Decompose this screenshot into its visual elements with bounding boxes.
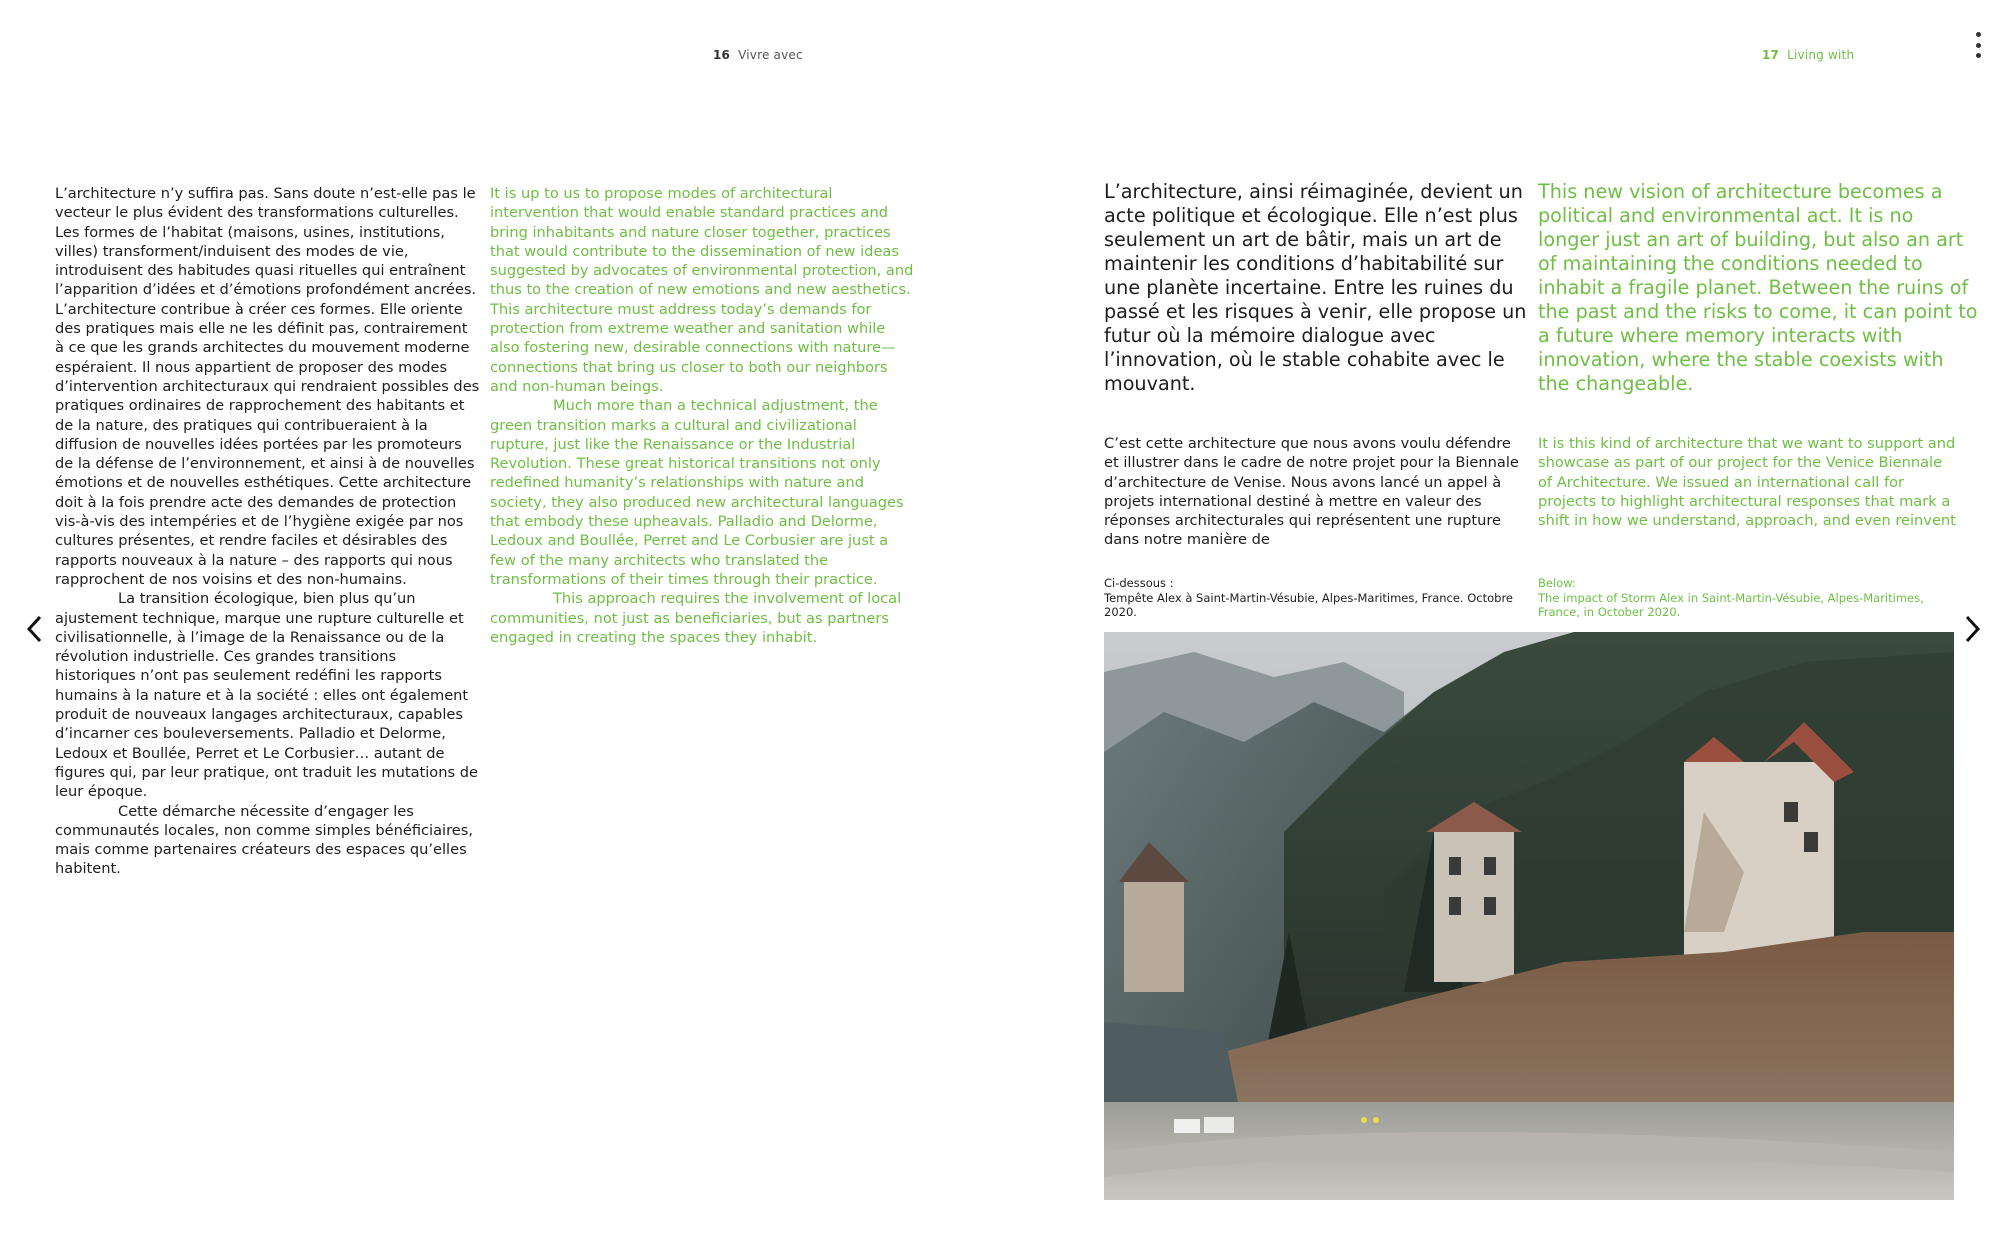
- french-photo-caption: [1104, 576, 1524, 620]
- page-header-right: [1762, 48, 1854, 62]
- page-number-right: 17: [1762, 48, 1780, 62]
- english-body-paragraph: It is this kind of architecture that we want to support and showcase as part of our project for the Venice Biennale of Architecture. We issued an international call for projects to highlight architectural responses that mark a shift in how we understand, approach, and even reinvent: [1538, 435, 1956, 530]
- more-options-button[interactable]: [1968, 30, 1988, 60]
- page-header-left: [713, 48, 803, 62]
- english-lead-paragraph: This new vision of architecture becomes a political and environmental act. It is no longer just an art of building, but also an art of maintaining the conditions needed to inhabit a fragile planet. Between the ruins of the past and the risks to come, it can point to a future where memory interacts with innovation, where the stable coexists with the changeable.: [1538, 180, 1978, 395]
- caption-label: Ci-dessous :: [1104, 576, 1174, 590]
- next-page-button[interactable]: [1957, 612, 1987, 646]
- english-paragraph: Much more than a technical adjustment, the green transition marks a cultural and civilizational rupture, just like the Renaissance or the Industrial Revolution. These great historical transitions not only redefined humanity’s relationships with nature and society, they also produced new architectural languages that embody these upheavals. Palladio and Delorme, Ledoux and Boullée, Perret and Le Corbusier are just a few of the many architects who translated the transformations of their times through their practice.: [490, 397, 904, 588]
- caption-label: Below:: [1538, 576, 1576, 590]
- more-vertical-icon-dot: [1976, 43, 1981, 48]
- french-body-paragraph: C’est cette architecture que nous avons voulu défendre et illustrer dans le cadre de notre projet pour la Biennale d’architecture de Venise. Nous avons lancé un appel à projets international destiné à mettre en valeur des réponses architecturales qui représentent une rupture dans notre manière de: [1104, 435, 1519, 549]
- french-text-column: [55, 184, 480, 879]
- french-paragraph: Cette démarche nécessite d’engager les communautés locales, non comme simples bénéficiaires, mais comme partenaires créateurs des espaces qu’elles habitent.: [55, 802, 474, 878]
- page-number-left: 16: [713, 48, 731, 62]
- english-paragraph: It is up to us to propose modes of architectural intervention that would enable standard practices and bring inhabitants and nature closer together, practices that would contribute to the dissemination of new ideas suggested by advocates of environmental protection, and thus to the creation of new emotions and new aesthetics. This architecture must address today’s demands for protection from extreme weather and sanitation while also fostering new, desirable connections with nature—connections that bring us closer to both our neighbors and non-human beings.: [490, 185, 914, 395]
- english-paragraph: This approach requires the involvement of local communities, not just as beneficiaries, but as partners engaged in creating the spaces they inhabit.: [490, 590, 902, 646]
- more-vertical-icon: [1976, 32, 1981, 37]
- french-paragraph: L’architecture n’y suffira pas. Sans doute n’est-elle pas le vecteur le plus évident des transformations culturelles. Les formes de l’habitat (maisons, usines, institutions, villes) transforment/induisent des modes de vie, introduisent des habitudes quasi rituelles qui entraînent l’apparition d’idées et d’émotions profondément ancrées. L’architecture contribue à créer ces formes. Elle oriente des pratiques mais elle ne les définit pas, contrairement à ce que les grands architectes du mouvement moderne espéraient. Il nous appartient de proposer des modes d’intervention architecturaux qui rendraient possibles des pratiques ordinaires de rapprochement des habitants et de la nature, des pratiques qui contribueraient à la diffusion de nouvelles idées portées par les promoteurs de la défense de l’environnement, et ainsi à de nouvelles émotions et de nouvelles esthétiques. Cette architecture doit à la fois prendre acte des demandes de protection vis-à-vis des intempéries et de l’hygiène exigée par nos cultures présentes, et rendre faciles et désirables des rapports nouveaux à la nature – des rapports qui nous rapprochent de nos voisins et des non-humains.: [55, 185, 480, 588]
- english-photo-caption: [1538, 576, 1958, 620]
- caption-text: Tempête Alex à Saint-Martin-Vésubie, Alpes-Maritimes, France. Octobre 2020.: [1104, 590, 1514, 619]
- caption-text: The impact of Storm Alex in Saint-Martin-Vésubie, Alpes-Maritimes, France, in October 2020.: [1538, 590, 1924, 619]
- previous-page-button[interactable]: [20, 612, 50, 646]
- section-title-right: Living with: [1787, 48, 1855, 62]
- french-lead-paragraph: L’architecture, ainsi réimaginée, devient un acte politique et écologique. Elle n’est plus seulement un art de bâtir, mais un art de maintenir les conditions d’habitabilité sur une planète incertaine. Entre les ruines du passé et les risques à venir, elle propose un futur où la mémoire dialogue avec l’innovation, où le stable cohabite avec le mouvant.: [1104, 180, 1527, 395]
- english-text-column: [490, 184, 915, 647]
- french-paragraph: La transition écologique, bien plus qu’un ajustement technique, marque une rupture culturelle et civilisationnelle, à l’image de la Renaissance ou de la révolution industrielle. Ces grandes transitions historiques n’ont pas seulement redéfini les rapports humains à la nature et à la société : elles ont également produit de nouveaux langages architecturaux, capables d’incarner ces bouleversements. Palladio et Delorme, Ledoux et Boullée, Perret et Le Corbusier… autant de figures qui, par leur pratique, ont traduit les mutations de leur époque.: [55, 590, 478, 801]
- more-vertical-icon-dot: [1976, 53, 1981, 58]
- storm-damage-photo: [1104, 632, 1954, 1200]
- chevron-right-icon: [1957, 612, 1987, 646]
- section-title-left: Vivre avec: [738, 48, 803, 62]
- chevron-left-icon: [20, 612, 50, 646]
